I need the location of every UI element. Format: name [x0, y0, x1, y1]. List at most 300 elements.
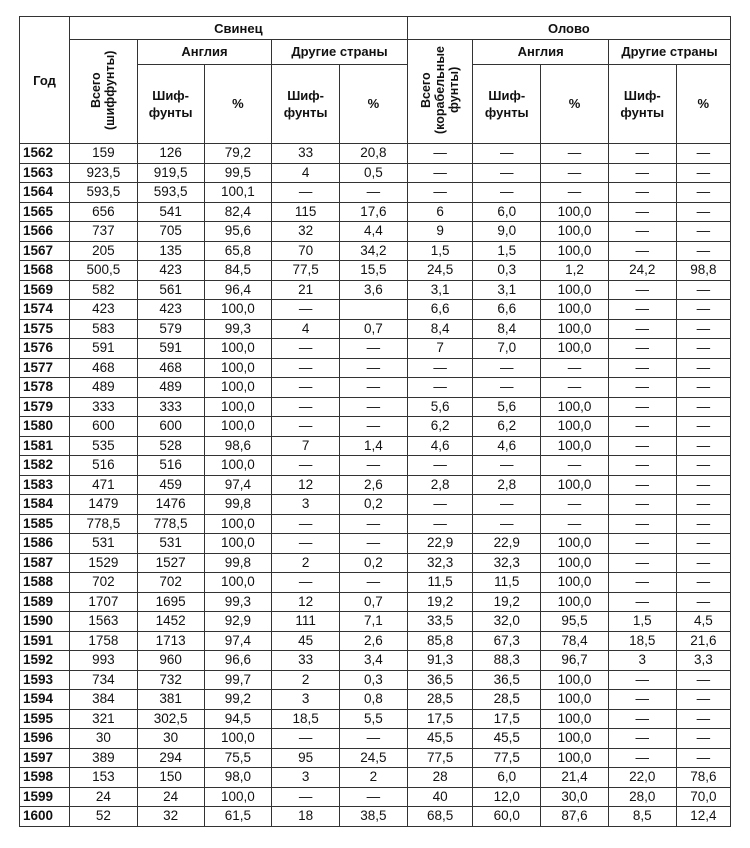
- table-cell: —: [272, 787, 340, 807]
- table-cell: 0,7: [340, 592, 408, 612]
- table-cell: 1476: [137, 495, 204, 515]
- table-cell: 77,5: [473, 748, 541, 768]
- table-cell: 98,6: [204, 436, 272, 456]
- table-cell: 100,0: [541, 436, 609, 456]
- table-cell: —: [608, 670, 676, 690]
- table-cell: 82,4: [204, 202, 272, 222]
- table-cell: 6,2: [407, 417, 473, 437]
- lead-total-label: Всего (шиффунты): [89, 50, 118, 130]
- table-cell: 535: [70, 436, 138, 456]
- table-cell: —: [676, 729, 730, 749]
- lead-england-header: Англия: [137, 40, 271, 65]
- table-cell: —: [340, 573, 408, 593]
- table-cell: 321: [70, 709, 138, 729]
- table-cell: 3,1: [473, 280, 541, 300]
- table-cell: 100,0: [204, 339, 272, 359]
- table-cell: 33: [272, 144, 340, 164]
- table-cell: 12: [272, 592, 340, 612]
- table-cell: —: [272, 417, 340, 437]
- table-cell: 7: [272, 436, 340, 456]
- table-cell: 778,5: [137, 514, 204, 534]
- table-cell: 30,0: [541, 787, 609, 807]
- table-cell: —: [608, 475, 676, 495]
- table-cell: 52: [70, 807, 138, 827]
- table-cell: 8,4: [407, 319, 473, 339]
- table-row: [20, 222, 731, 242]
- table-cell: 70: [272, 241, 340, 261]
- year-cell: 1567: [20, 241, 70, 261]
- table-cell: 993: [70, 651, 138, 671]
- table-cell: 100,0: [204, 300, 272, 320]
- table-cell: 150: [137, 768, 204, 788]
- table-cell: 87,6: [541, 807, 609, 827]
- table-cell: 100,0: [541, 397, 609, 417]
- table-cell: 4,5: [676, 612, 730, 632]
- table-cell: —: [272, 729, 340, 749]
- table-cell: —: [608, 397, 676, 417]
- table-cell: 302,5: [137, 709, 204, 729]
- table-cell: 18: [272, 807, 340, 827]
- table-cell: 91,3: [407, 651, 473, 671]
- table-cell: —: [407, 183, 473, 203]
- table-cell: 423: [137, 300, 204, 320]
- table-cell: —: [608, 222, 676, 242]
- table-cell: 61,5: [204, 807, 272, 827]
- table-cell: —: [608, 241, 676, 261]
- table-row: [20, 787, 731, 807]
- table-cell: 0,3: [340, 670, 408, 690]
- table-cell: —: [541, 358, 609, 378]
- table-cell: —: [340, 534, 408, 554]
- table-cell: 8,4: [473, 319, 541, 339]
- table-cell: 92,9: [204, 612, 272, 632]
- table-cell: 778,5: [70, 514, 138, 534]
- table-cell: —: [608, 436, 676, 456]
- tin-other-pct-header: %: [676, 64, 730, 143]
- table-cell: 919,5: [137, 163, 204, 183]
- table-cell: 3: [272, 495, 340, 515]
- table-cell: —: [272, 183, 340, 203]
- table-cell: 22,9: [473, 534, 541, 554]
- table-cell: 531: [137, 534, 204, 554]
- year-cell: 1578: [20, 378, 70, 398]
- table-cell: —: [473, 163, 541, 183]
- table-cell: 5,6: [407, 397, 473, 417]
- table-cell: —: [340, 417, 408, 437]
- table-cell: 79,2: [204, 144, 272, 164]
- table-cell: 702: [137, 573, 204, 593]
- table-cell: 3: [272, 690, 340, 710]
- tin-england-shif-header: Шиф- фунты: [473, 64, 541, 143]
- year-cell: 1596: [20, 729, 70, 749]
- table-cell: —: [340, 514, 408, 534]
- year-cell: 1562: [20, 144, 70, 164]
- table-cell: —: [608, 417, 676, 437]
- table-cell: 583: [70, 319, 138, 339]
- table-cell: 100,0: [541, 300, 609, 320]
- table-cell: 561: [137, 280, 204, 300]
- table-cell: 960: [137, 651, 204, 671]
- table-cell: 1,4: [340, 436, 408, 456]
- year-cell: 1576: [20, 339, 70, 359]
- table-cell: 0,3: [473, 261, 541, 281]
- table-cell: —: [473, 358, 541, 378]
- table-cell: 923,5: [70, 163, 138, 183]
- table-cell: 100,0: [541, 670, 609, 690]
- table-cell: —: [272, 534, 340, 554]
- table-cell: 28,0: [608, 787, 676, 807]
- table-cell: —: [272, 358, 340, 378]
- table-cell: 1563: [70, 612, 138, 632]
- table-cell: 3,4: [340, 651, 408, 671]
- table-cell: —: [340, 339, 408, 359]
- table-cell: 3: [272, 768, 340, 788]
- table-cell: 99,3: [204, 592, 272, 612]
- table-cell: —: [541, 378, 609, 398]
- table-cell: 32: [272, 222, 340, 242]
- table-cell: 98,8: [676, 261, 730, 281]
- table-cell: —: [608, 378, 676, 398]
- year-cell: 1585: [20, 514, 70, 534]
- table-cell: —: [608, 300, 676, 320]
- table-cell: 500,5: [70, 261, 138, 281]
- lead-england-pct-header: %: [204, 64, 272, 143]
- table-cell: —: [608, 144, 676, 164]
- table-cell: 21,4: [541, 768, 609, 788]
- tin-other-shif-header: Шиф- фунты: [608, 64, 676, 143]
- table-cell: 1479: [70, 495, 138, 515]
- table-cell: 24: [70, 787, 138, 807]
- table-cell: 4: [272, 319, 340, 339]
- year-cell: 1595: [20, 709, 70, 729]
- table-cell: 389: [70, 748, 138, 768]
- table-cell: 32,3: [407, 553, 473, 573]
- table-cell: 471: [70, 475, 138, 495]
- table-cell: —: [541, 495, 609, 515]
- table-cell: 95,6: [204, 222, 272, 242]
- table-cell: 100,0: [541, 475, 609, 495]
- table-cell: 100,0: [204, 787, 272, 807]
- table-cell: —: [608, 358, 676, 378]
- lead-other-pct-header: %: [340, 64, 408, 143]
- table-row: [20, 475, 731, 495]
- table-cell: 1527: [137, 553, 204, 573]
- tin-other-header: Другие страны: [608, 40, 730, 65]
- tin-england-header: Англия: [473, 40, 609, 65]
- table-cell: —: [608, 690, 676, 710]
- table-cell: 593,5: [70, 183, 138, 203]
- table-row: [20, 144, 731, 164]
- table-cell: 84,5: [204, 261, 272, 281]
- year-header: Год: [20, 17, 70, 144]
- table-cell: 6: [407, 202, 473, 222]
- year-cell: 1586: [20, 534, 70, 554]
- table-cell: 20,8: [340, 144, 408, 164]
- table-cell: 36,5: [407, 670, 473, 690]
- table-cell: 17,5: [407, 709, 473, 729]
- year-cell: 1597: [20, 748, 70, 768]
- table-cell: 77,5: [272, 261, 340, 281]
- table-row: [20, 417, 731, 437]
- table-cell: —: [340, 378, 408, 398]
- table-cell: 100,0: [541, 280, 609, 300]
- table-cell: 24,5: [407, 261, 473, 281]
- table-cell: 3: [608, 651, 676, 671]
- year-cell: 1579: [20, 397, 70, 417]
- table-cell: 100,0: [204, 514, 272, 534]
- table-cell: 30: [137, 729, 204, 749]
- table-cell: —: [676, 144, 730, 164]
- table-cell: —: [272, 573, 340, 593]
- table-cell: 4,6: [473, 436, 541, 456]
- table-cell: —: [608, 709, 676, 729]
- table-cell: 100,0: [204, 729, 272, 749]
- table-cell: 153: [70, 768, 138, 788]
- table-cell: —: [272, 397, 340, 417]
- table-cell: 579: [137, 319, 204, 339]
- table-cell: 0,2: [340, 553, 408, 573]
- table-cell: 0,5: [340, 163, 408, 183]
- table-cell: 600: [70, 417, 138, 437]
- table-cell: —: [608, 456, 676, 476]
- table-cell: 78,6: [676, 768, 730, 788]
- year-cell: 1569: [20, 280, 70, 300]
- table-cell: —: [407, 514, 473, 534]
- year-cell: 1563: [20, 163, 70, 183]
- table-cell: 1695: [137, 592, 204, 612]
- table-cell: 33,5: [407, 612, 473, 632]
- table-cell: 97,4: [204, 631, 272, 651]
- table-row: [20, 456, 731, 476]
- table-cell: 21: [272, 280, 340, 300]
- table-cell: 1,2: [541, 261, 609, 281]
- year-cell: 1590: [20, 612, 70, 632]
- table-cell: —: [541, 183, 609, 203]
- table-cell: 100,0: [541, 202, 609, 222]
- table-cell: 2,6: [340, 631, 408, 651]
- table-cell: 2,8: [407, 475, 473, 495]
- table-cell: 33: [272, 651, 340, 671]
- year-cell: 1580: [20, 417, 70, 437]
- lead-header: Свинец: [70, 17, 408, 40]
- table-cell: 12,4: [676, 807, 730, 827]
- table-cell: 1452: [137, 612, 204, 632]
- table-cell: 38,5: [340, 807, 408, 827]
- lead-england-shif-header: Шиф- фунты: [137, 64, 204, 143]
- table-cell: 100,0: [541, 729, 609, 749]
- table-cell: 159: [70, 144, 138, 164]
- table-cell: 100,0: [541, 690, 609, 710]
- table-cell: 96,7: [541, 651, 609, 671]
- table-cell: 6,0: [473, 768, 541, 788]
- table-cell: 68,5: [407, 807, 473, 827]
- table-row: [20, 261, 731, 281]
- table-cell: 2,6: [340, 475, 408, 495]
- table-cell: —: [272, 339, 340, 359]
- table-cell: —: [676, 436, 730, 456]
- table-cell: 22,9: [407, 534, 473, 554]
- table-cell: 381: [137, 690, 204, 710]
- year-cell: 1589: [20, 592, 70, 612]
- table-row: [20, 651, 731, 671]
- year-cell: 1592: [20, 651, 70, 671]
- table-row: [20, 514, 731, 534]
- year-cell: 1591: [20, 631, 70, 651]
- table-cell: —: [608, 183, 676, 203]
- table-cell: 591: [137, 339, 204, 359]
- table-row: [20, 534, 731, 554]
- table-cell: —: [676, 475, 730, 495]
- table-cell: —: [676, 378, 730, 398]
- year-cell: 1565: [20, 202, 70, 222]
- table-cell: 18,5: [608, 631, 676, 651]
- table-cell: 30: [70, 729, 138, 749]
- table-cell: 100,0: [541, 417, 609, 437]
- year-cell: 1584: [20, 495, 70, 515]
- table-cell: 468: [137, 358, 204, 378]
- table-cell: 99,8: [204, 495, 272, 515]
- table-cell: —: [676, 241, 730, 261]
- table-row: [20, 690, 731, 710]
- table-cell: —: [407, 378, 473, 398]
- table-cell: 737: [70, 222, 138, 242]
- table-row: [20, 807, 731, 827]
- table-cell: 294: [137, 748, 204, 768]
- table-cell: 489: [137, 378, 204, 398]
- table-cell: 95,5: [541, 612, 609, 632]
- table-cell: [340, 300, 408, 320]
- table-cell: 333: [137, 397, 204, 417]
- table-cell: 100,0: [204, 378, 272, 398]
- table-cell: 516: [137, 456, 204, 476]
- table-cell: 36,5: [473, 670, 541, 690]
- table-cell: —: [608, 748, 676, 768]
- table-cell: 5,6: [473, 397, 541, 417]
- table-cell: 1,5: [407, 241, 473, 261]
- table-cell: —: [340, 358, 408, 378]
- table-cell: —: [608, 280, 676, 300]
- table-cell: 705: [137, 222, 204, 242]
- table-cell: 516: [70, 456, 138, 476]
- table-row: [20, 280, 731, 300]
- table-cell: 96,6: [204, 651, 272, 671]
- table-cell: 1713: [137, 631, 204, 651]
- year-cell: 1575: [20, 319, 70, 339]
- table-cell: 100,0: [204, 397, 272, 417]
- table-cell: 75,5: [204, 748, 272, 768]
- table-cell: —: [272, 300, 340, 320]
- table-cell: 7,1: [340, 612, 408, 632]
- table-cell: 732: [137, 670, 204, 690]
- table-cell: 15,5: [340, 261, 408, 281]
- table-cell: 100,0: [541, 339, 609, 359]
- table-cell: —: [676, 514, 730, 534]
- table-cell: 205: [70, 241, 138, 261]
- table-cell: 384: [70, 690, 138, 710]
- table-cell: 459: [137, 475, 204, 495]
- table-row: [20, 436, 731, 456]
- table-cell: —: [340, 183, 408, 203]
- table-cell: 1529: [70, 553, 138, 573]
- table-row: [20, 300, 731, 320]
- table-cell: 528: [137, 436, 204, 456]
- table-cell: —: [473, 183, 541, 203]
- table-cell: 100,1: [204, 183, 272, 203]
- table-row: [20, 358, 731, 378]
- table-cell: —: [473, 514, 541, 534]
- table-cell: 656: [70, 202, 138, 222]
- table-cell: 95: [272, 748, 340, 768]
- table-cell: 100,0: [541, 553, 609, 573]
- year-cell: 1582: [20, 456, 70, 476]
- table-cell: —: [407, 144, 473, 164]
- table-row: [20, 670, 731, 690]
- table-cell: —: [676, 592, 730, 612]
- table-cell: —: [407, 456, 473, 476]
- table-cell: 34,2: [340, 241, 408, 261]
- table-cell: 40: [407, 787, 473, 807]
- table-cell: —: [473, 495, 541, 515]
- table-cell: 12,0: [473, 787, 541, 807]
- table-cell: —: [340, 456, 408, 476]
- table-cell: 99,7: [204, 670, 272, 690]
- table-row: [20, 748, 731, 768]
- table-cell: —: [473, 456, 541, 476]
- table-cell: —: [473, 378, 541, 398]
- table-cell: 4,4: [340, 222, 408, 242]
- year-cell: 1564: [20, 183, 70, 203]
- table-cell: 97,4: [204, 475, 272, 495]
- table-row: [20, 339, 731, 359]
- table-cell: 5,5: [340, 709, 408, 729]
- table-cell: 2: [272, 670, 340, 690]
- table-cell: 17,5: [473, 709, 541, 729]
- table-cell: 3,6: [340, 280, 408, 300]
- table-cell: 6,0: [473, 202, 541, 222]
- table-cell: 99,5: [204, 163, 272, 183]
- table-cell: 65,8: [204, 241, 272, 261]
- table-row: [20, 163, 731, 183]
- table-cell: 11,5: [473, 573, 541, 593]
- table-cell: —: [407, 358, 473, 378]
- table-cell: 24,2: [608, 261, 676, 281]
- table-cell: —: [676, 456, 730, 476]
- table-cell: 100,0: [204, 573, 272, 593]
- table-cell: 100,0: [541, 534, 609, 554]
- table-cell: 2: [272, 553, 340, 573]
- table-cell: 489: [70, 378, 138, 398]
- table-cell: —: [676, 319, 730, 339]
- table-cell: —: [676, 339, 730, 359]
- table-cell: 734: [70, 670, 138, 690]
- table-row: [20, 612, 731, 632]
- table-cell: 1,5: [608, 612, 676, 632]
- year-cell: 1598: [20, 768, 70, 788]
- table-cell: 2,8: [473, 475, 541, 495]
- table-cell: 6,6: [473, 300, 541, 320]
- year-cell: 1593: [20, 670, 70, 690]
- table-cell: 1707: [70, 592, 138, 612]
- table-cell: 531: [70, 534, 138, 554]
- table-cell: —: [272, 514, 340, 534]
- table-row: [20, 573, 731, 593]
- table-cell: 702: [70, 573, 138, 593]
- year-cell: 1566: [20, 222, 70, 242]
- table-cell: —: [676, 495, 730, 515]
- year-cell: 1568: [20, 261, 70, 281]
- table-cell: 98,0: [204, 768, 272, 788]
- table-cell: 4: [272, 163, 340, 183]
